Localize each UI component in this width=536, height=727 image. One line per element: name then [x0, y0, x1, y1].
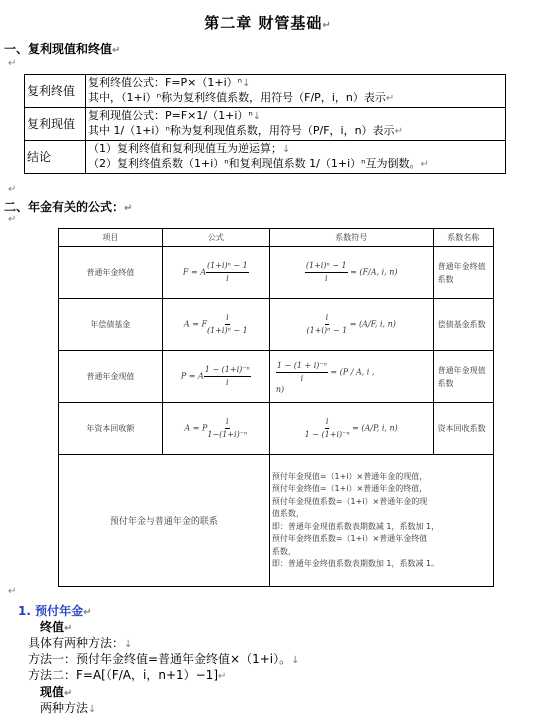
item-cell: 普通年金现值 — [59, 351, 163, 403]
row-content: 复利现值公式：P=F×1/（1+i）ⁿ↓ 其中 1/（1+i）ⁿ称为复利现值系数，用符号（P/F，i，n）表示↵ — [86, 108, 506, 141]
prepaid-annuity-heading: 1. 预付年金↵ — [18, 604, 92, 618]
symbol-cell: $\frac{\text{1 − (1 + i)⁻ⁿ}}{i}$ = (P / A, i , n) — [269, 351, 433, 403]
header-formula: 公式 — [162, 229, 269, 247]
section-heading-annuity: 二、年金有关的公式：↵ — [4, 200, 133, 214]
item-cell: 年偿债基金 — [59, 299, 163, 351]
formula-cell: A = P $\frac{i}{\text{1−(1+i)⁻ⁿ}}$ — [162, 403, 269, 455]
name-cell: 普通年金终值系数 — [433, 247, 493, 299]
item-cell: 年资本回收额 — [59, 403, 163, 455]
header-name: 系数名称 — [433, 229, 493, 247]
symbol-cell: $\frac{\text{(1+i)ⁿ − 1}}{i}$ = (F/A, i, n) — [269, 247, 433, 299]
table-row — [59, 351, 494, 403]
row-label: 复利终值 — [25, 75, 86, 108]
header-symbol: 系数符号 — [269, 229, 433, 247]
symbol-cell: $\frac{i}{\text{1 − (1+i)⁻ⁿ}}$ = (A/P, i, n) — [269, 403, 433, 455]
two-methods: 两种方法↓ — [40, 701, 97, 715]
table-row — [25, 108, 506, 141]
formula-cell: A = F $\frac{i}{\text{(1+i)ⁿ − 1}}$ — [162, 299, 269, 351]
present-value-subheading: 现值↵ — [40, 685, 73, 699]
formula-cell: F = A $\frac{\text{(1+i)ⁿ − 1}}{i}$ — [162, 247, 269, 299]
section-heading-compound: 一、复利现值和终值↵ — [4, 42, 121, 56]
method-intro: 具体有两种方法：↓ — [28, 636, 133, 650]
row-content: 复利终值公式：F=P×（1+i）ⁿ↓ 其中，（1+i）ⁿ称为复利终值系数，用符号（F/P，i，n）表示↵ — [86, 75, 506, 108]
table-row — [59, 299, 494, 351]
paragraph-mark: ↵ — [8, 184, 17, 195]
row-label: 结论 — [25, 141, 86, 174]
name-cell: 偿债基金系数 — [433, 299, 493, 351]
header-item: 项目 — [59, 229, 163, 247]
formula-cell: P = A $\frac{\text{1 − (1+i)⁻ⁿ}}{i}$ — [162, 351, 269, 403]
paragraph-mark: ↵ — [8, 586, 17, 597]
relation-row — [59, 455, 494, 587]
paragraph-mark: ↵ — [8, 214, 17, 225]
method-one: 方法一：预付年金终值=普通年金终值×（1+i）。↓ — [28, 652, 300, 666]
table-row — [59, 247, 494, 299]
name-cell: 资本回收系数 — [433, 403, 493, 455]
paragraph-mark: ↵ — [8, 58, 17, 69]
table-row — [59, 403, 494, 455]
table-row — [25, 141, 506, 174]
future-value-subheading: 终值↵ — [40, 620, 73, 634]
relation-content-cell: 预付年金现值=（1+i）×普通年金的现值， 预付年金终值=（1+i）×普通年金的终值， 预付年金现值系数=（1+i）×普通年金的现 值系数， 即：普通年金现值系数表期数减 1，系数加 1， 预付年金终值系数=（1+i）×普通年金终值 系数， 即：普通年金终值系数表期数加 1，系数减 1。 — [269, 455, 493, 587]
symbol-cell: $\frac{i}{\text{(1+i)ⁿ − 1}}$ = (A/F, i, n) — [269, 299, 433, 351]
page-title: 第二章 财管基础↵ — [204, 14, 332, 32]
compound-interest-table — [24, 74, 506, 174]
item-cell: 普通年金终值 — [59, 247, 163, 299]
table-header-row — [59, 229, 494, 247]
row-label: 复利现值 — [25, 108, 86, 141]
annuity-formula-table — [58, 228, 494, 587]
relation-item-cell: 预付年金与普通年金的联系 — [59, 455, 270, 587]
method-two: 方法二：F=A[（F/A，i，n+1）−1]↵ — [28, 668, 227, 682]
row-content: （1）复利终值和复利现值互为逆运算；↓ （2）复利终值系数（1+i）ⁿ和复利现值系数 1/（1+i）ⁿ互为倒数。↵ — [86, 141, 506, 174]
name-cell: 普通年金现值系数 — [433, 351, 493, 403]
table-row — [25, 75, 506, 108]
